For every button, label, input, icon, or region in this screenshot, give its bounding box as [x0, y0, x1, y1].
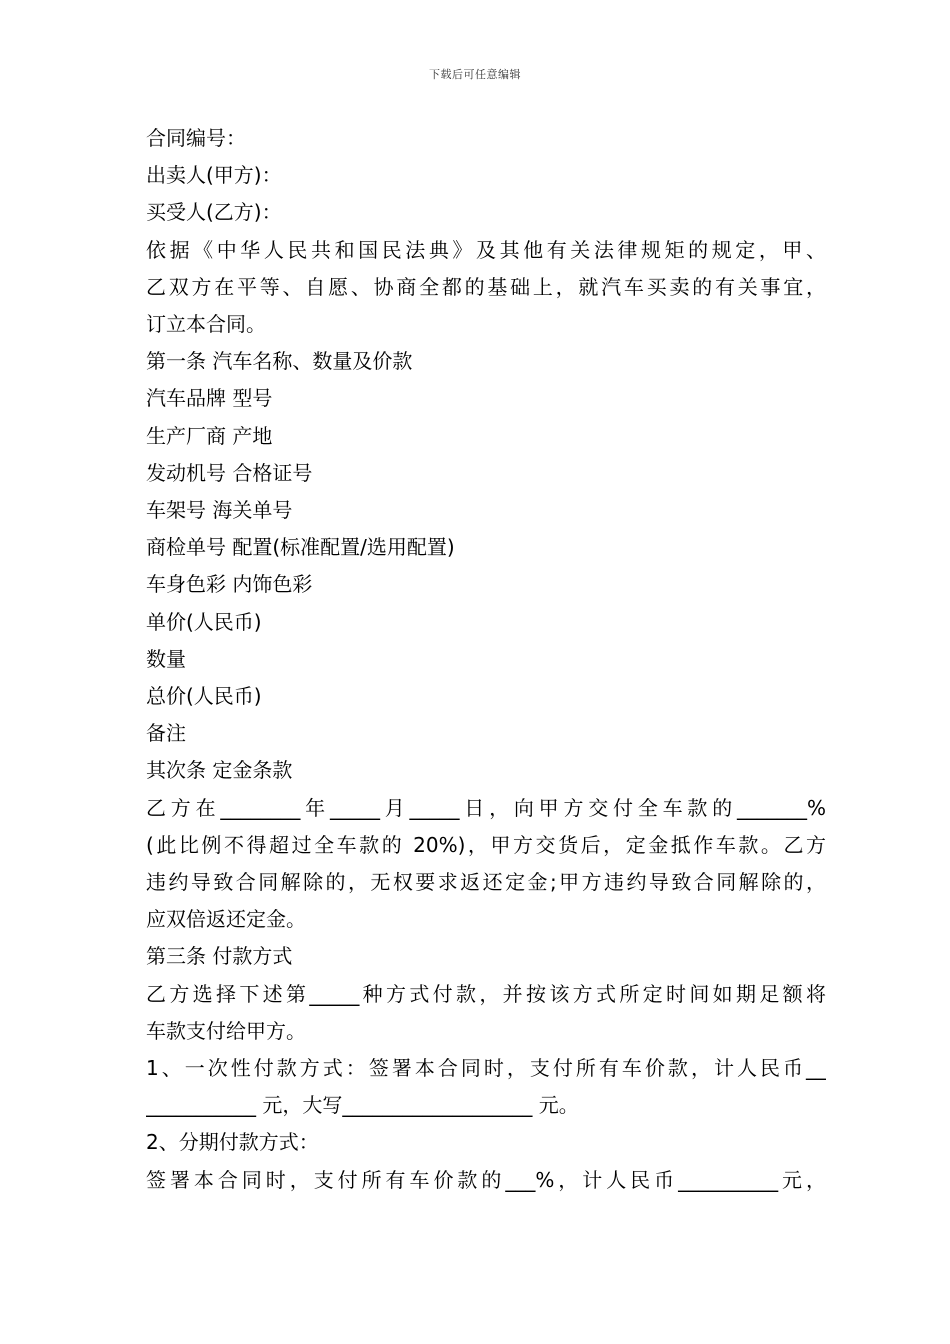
article-2-heading: 其次条 定金条款 — [146, 758, 293, 783]
color-line: 车身色彩 内饰色彩 — [146, 572, 313, 597]
deposit-line-2: (此比例不得超过全车款的 20%)，甲方交货后，定金抵作车款。乙方 — [146, 832, 826, 857]
article-1-heading: 第一条 汽车名称、数量及价款 — [146, 349, 413, 374]
manufacturer-origin-line: 生产厂商 产地 — [146, 423, 273, 448]
unit-price-line: 单价(人民币) — [146, 609, 262, 634]
frame-customs-line: 车架号 海关单号 — [146, 498, 293, 523]
preamble-line-1: 依据《中华人民共和国民法典》及其他有关法律规矩的规定，甲、 — [146, 237, 826, 262]
payment-line-1: 乙方选择下述第_____种方式付款，并按该方式所定时间如期足额将 — [146, 981, 826, 1006]
buyer-line: 买受人(乙方)： — [146, 200, 282, 225]
preamble-line-3: 订立本合同。 — [146, 312, 266, 337]
inspection-config-line: 商检单号 配置(标准配置/选用配置) — [146, 535, 455, 560]
brand-model-line: 汽车品牌 型号 — [146, 386, 273, 411]
page-header: 下载后可任意编辑 — [429, 68, 521, 81]
contract-body — [146, 120, 826, 1199]
lump-sum-line-2: ___________ 元，大写___________________ 元。 — [146, 1093, 579, 1118]
deposit-line-3: 违约导致合同解除的，无权要求返还定金;甲方违约导致合同解除的， — [146, 870, 826, 895]
contract-number-line: 合同编号： — [146, 126, 246, 150]
deposit-line-1: 乙方在________年_____月_____日，向甲方交付全车款的_______% — [146, 795, 826, 820]
remarks-line: 备注 — [146, 721, 186, 746]
preamble-line-2: 乙双方在平等、自愿、协商全都的基础上，就汽车买卖的有关事宜， — [146, 274, 826, 299]
quantity-line: 数量 — [146, 646, 186, 671]
seller-line: 出卖人(甲方)： — [146, 163, 282, 188]
total-price-line: 总价(人民币) — [146, 684, 262, 709]
installment-heading: 2、分期付款方式： — [146, 1130, 319, 1155]
article-3-heading: 第三条 付款方式 — [146, 944, 293, 969]
engine-certificate-line: 发动机号 合格证号 — [146, 460, 313, 485]
payment-line-2: 车款支付给甲方。 — [146, 1018, 306, 1043]
deposit-line-4: 应双倍返还定金。 — [146, 907, 306, 932]
installment-line-1: 签署本合同时，支付所有车价款的___%，计人民币__________元， — [146, 1167, 826, 1192]
lump-sum-line-1: 1、一次性付款方式：签署本合同时，支付所有车价款，计人民币__ — [146, 1056, 826, 1081]
